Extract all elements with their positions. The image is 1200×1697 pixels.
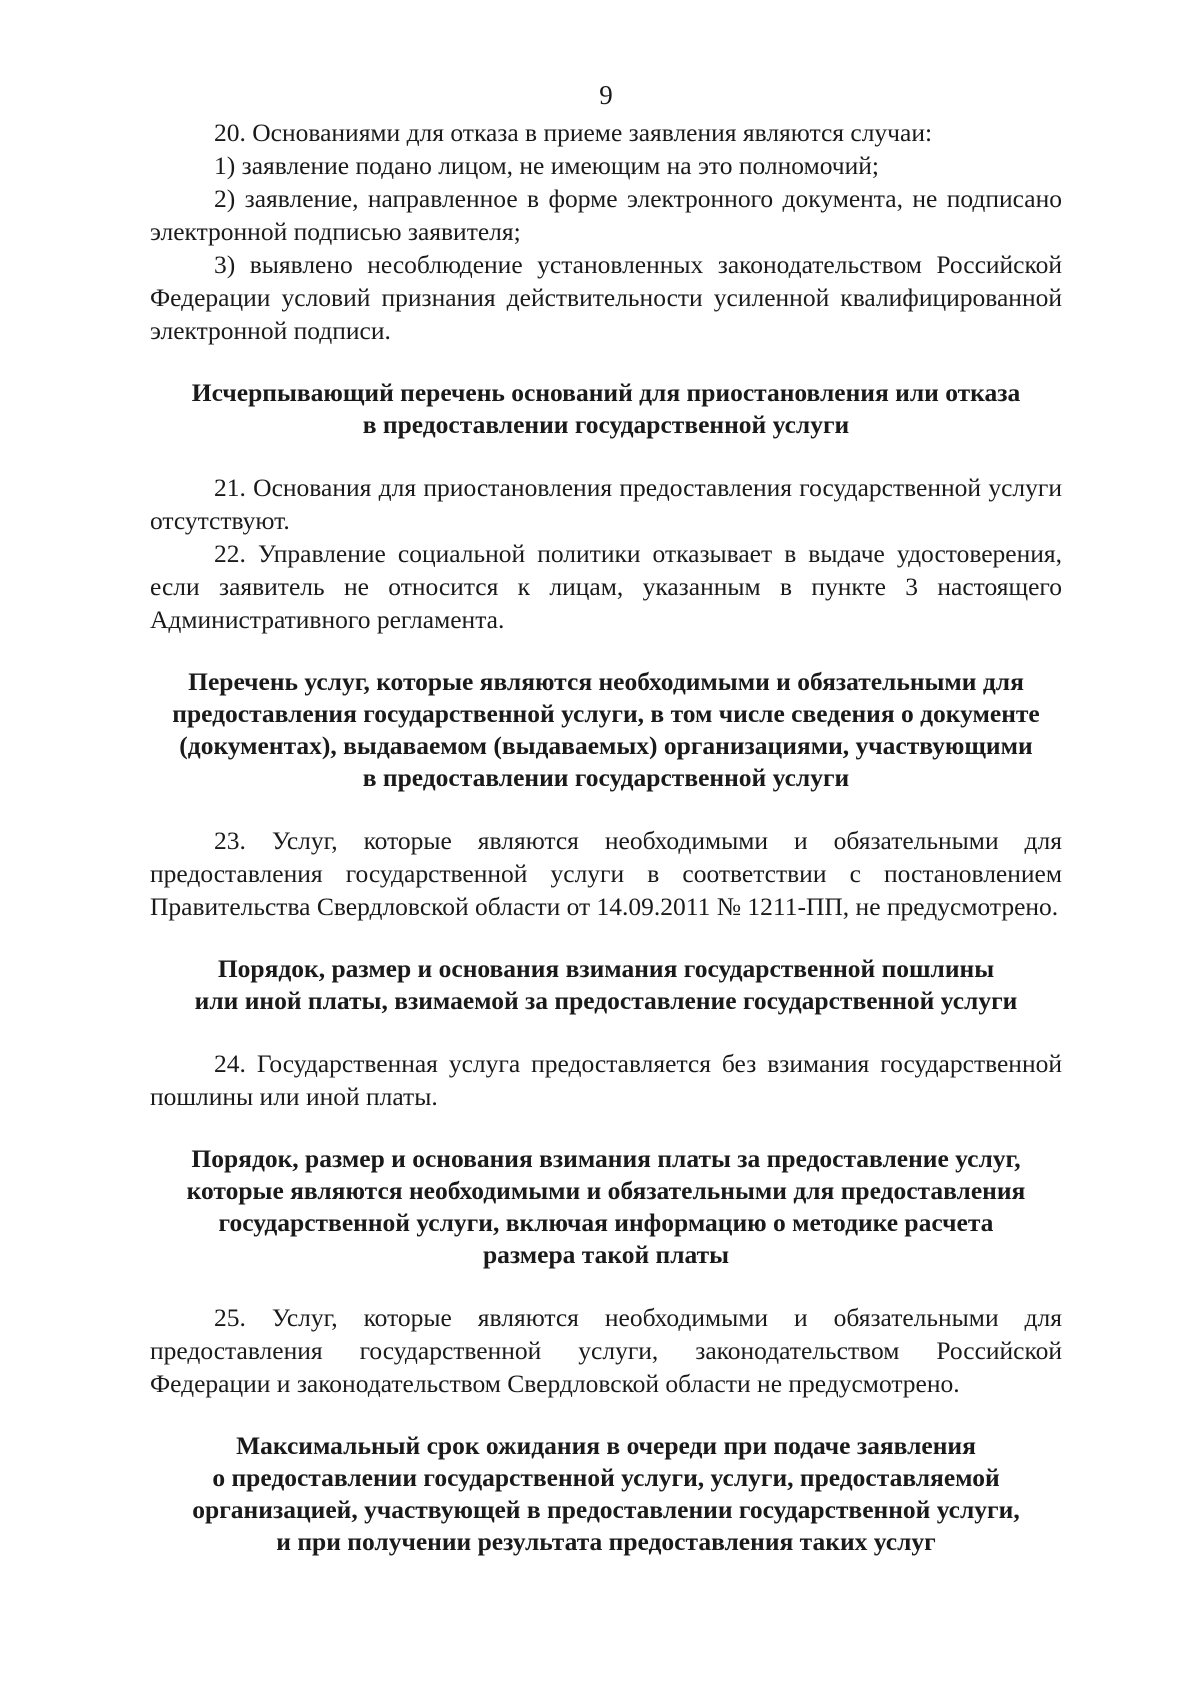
heading-line: организацией, участвующей в предоставлении государственной услуги, — [192, 1495, 1020, 1524]
paragraph-20-item-3: 3) выявлено несоблюдение установленных законодательством Российской Федерации условий признания действительности усиленной квалифицированной электронной подписи. — [150, 250, 1062, 345]
paragraph-23: 23. Услуг, которые являются необходимыми и обязательными для предоставления государственной услуги в соответствии с постановлением Правительства Свердловской области от 14.09.2011 № 1211-ПП, не предусмотрено. — [150, 826, 1062, 921]
paragraph-20: 20. Основаниями для отказа в приеме заявления являются случаи: — [214, 118, 933, 147]
section-heading-max-waiting-time — [150, 1430, 1062, 1558]
heading-line: и при получении результата предоставления таких услуг — [276, 1527, 936, 1556]
paragraph-24: 24. Государственная услуга предоставляется без взимания государственной пошлины или иной платы. — [150, 1049, 1062, 1111]
heading-line: или иной платы, взимаемой за предоставление государственной услуги — [194, 986, 1018, 1015]
heading-line: государственной услуги, включая информацию о методике расчета — [218, 1208, 994, 1237]
paragraph-22: 22. Управление социальной политики отказывает в выдаче удостоверения, если заявитель не относится к лицам, указанным в пункте 3 настоящего Административного регламента. — [150, 539, 1062, 634]
heading-line: о предоставлении государственной услуги, услуги, предоставляемой — [212, 1463, 1000, 1492]
document-page — [150, 78, 1062, 1558]
section-heading-grounds-suspension — [150, 377, 1062, 441]
heading-line: в предоставлении государственной услуги — [362, 763, 850, 792]
heading-line: которые являются необходимыми и обязательными для предоставления — [186, 1176, 1026, 1205]
heading-line: предоставления государственной услуги, в том числе сведения о документе — [172, 699, 1040, 728]
section-heading-fee-for-services — [150, 1143, 1062, 1271]
page-number: 9 — [599, 80, 613, 110]
paragraph-25: 25. Услуг, которые являются необходимыми и обязательными для предоставления государственной услуги, законодательством Российской Федерации и законодательством Свердловской области не предусмотрено. — [150, 1303, 1062, 1398]
section-heading-state-fee — [150, 953, 1062, 1017]
heading-line: Порядок, размер и основания взимания платы за предоставление услуг, — [191, 1144, 1021, 1173]
heading-line: в предоставлении государственной услуги — [362, 410, 850, 439]
heading-line: размера такой платы — [482, 1240, 730, 1269]
heading-line: Перечень услуг, которые являются необходимыми и обязательными для — [188, 667, 1024, 696]
paragraph-20-item-1: 1) заявление подано лицом, не имеющим на это полномочий; — [214, 151, 879, 180]
paragraph-21: 21. Основания для приостановления предоставления государственной услуги отсутствуют. — [150, 473, 1062, 535]
paragraph-20-item-2: 2) заявление, направленное в форме электронного документа, не подписано электронной подписью заявителя; — [150, 184, 1062, 246]
heading-line: Максимальный срок ожидания в очереди при подаче заявления — [236, 1431, 976, 1460]
section-heading-required-services — [150, 666, 1062, 794]
heading-line: (документах), выдаваемом (выдаваемых) организациями, участвующими — [179, 731, 1033, 760]
heading-line: Порядок, размер и основания взимания государственной пошлины — [217, 954, 995, 983]
heading-line: Исчерпывающий перечень оснований для приостановления или отказа — [191, 378, 1021, 407]
